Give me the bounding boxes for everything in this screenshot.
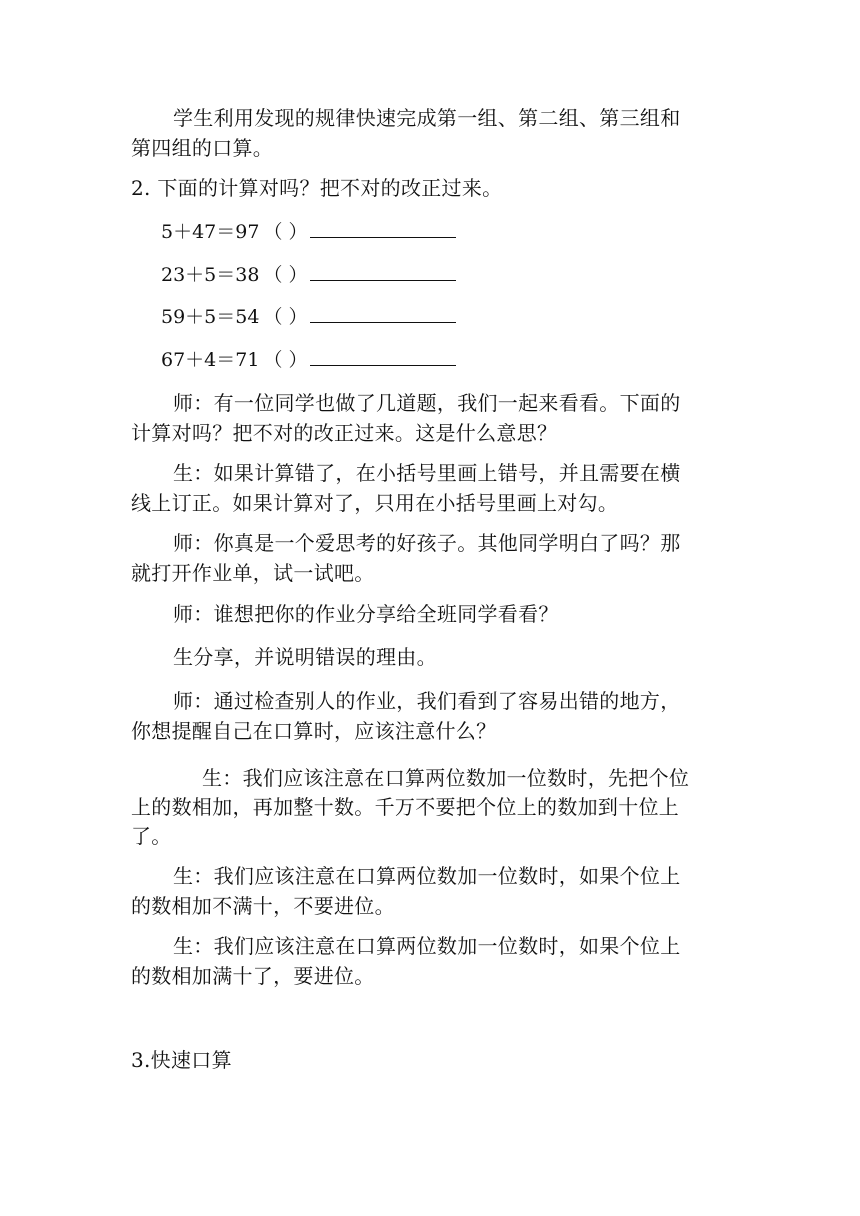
dialogue-line: 生：如果计算错了，在小括号里画上错号，并且需要在横	[173, 461, 681, 485]
q2-heading: 2. 下面的计算对吗？把不对的改正过来。	[131, 176, 503, 200]
exercise-equation: 59＋5＝54	[161, 306, 260, 328]
exercise-equation: 23＋5＝38	[161, 264, 260, 286]
dialogue-line: 上的数相加，再加整十数。千万不要把个位上的数加到十位上	[131, 795, 680, 819]
answer-paren: （ ）	[263, 264, 308, 286]
intro-line-2: 第四组的口算。	[131, 136, 274, 160]
correction-line	[310, 264, 456, 281]
intro-line-1: 学生利用发现的规律快速完成第一组、第二组、第三组和	[173, 106, 681, 130]
exercise-item	[161, 346, 456, 374]
dialogue-line: 了。	[131, 824, 172, 848]
dialogue-line: 线上订正。如果计算对了，只用在小括号里画上对勾。	[131, 491, 619, 515]
exercise-item	[161, 218, 456, 246]
dialogue-line: 师：有一位同学也做了几道题，我们一起来看看。下面的	[173, 391, 681, 415]
dialogue-line: 生：我们应该注意在口算两位数加一位数时，如果个位上	[173, 934, 681, 958]
dialogue-line: 生分享，并说明错误的理由。	[173, 645, 437, 669]
dialogue-line: 的数相加满十了，要进位。	[131, 964, 375, 988]
dialogue-line: 师：你真是一个爱思考的好孩子。其他同学明白了吗？那	[173, 531, 681, 555]
answer-paren: （ ）	[263, 306, 308, 328]
exercise-equation: 67＋4＝71	[161, 349, 260, 371]
exercise-item	[161, 303, 456, 331]
answer-paren: （ ）	[263, 221, 308, 243]
dialogue-line: 生：我们应该注意在口算两位数加一位数时，如果个位上	[173, 864, 681, 888]
dialogue-line: 生：我们应该注意在口算两位数加一位数时，先把个位	[202, 766, 690, 790]
dialogue-line: 师：谁想把你的作业分享给全班同学看看？	[173, 602, 559, 626]
dialogue-line: 你想提醒自己在口算时，应该注意什么？	[131, 719, 497, 743]
dialogue-line: 的数相加不满十，不要进位。	[131, 894, 395, 918]
dialogue-line: 计算对吗？把不对的改正过来。这是什么意思？	[131, 421, 558, 445]
correction-line	[310, 349, 456, 366]
correction-line	[310, 221, 456, 238]
dialogue-line: 师：通过检查别人的作业，我们看到了容易出错的地方，	[173, 689, 681, 713]
exercise-item	[161, 261, 456, 289]
dialogue-line: 就打开作业单，试一试吧。	[131, 561, 375, 585]
correction-line	[310, 306, 456, 323]
answer-paren: （ ）	[263, 349, 308, 371]
q3-heading: 3.快速口算	[131, 1048, 232, 1072]
exercise-equation: 5＋47＝97	[161, 221, 260, 243]
